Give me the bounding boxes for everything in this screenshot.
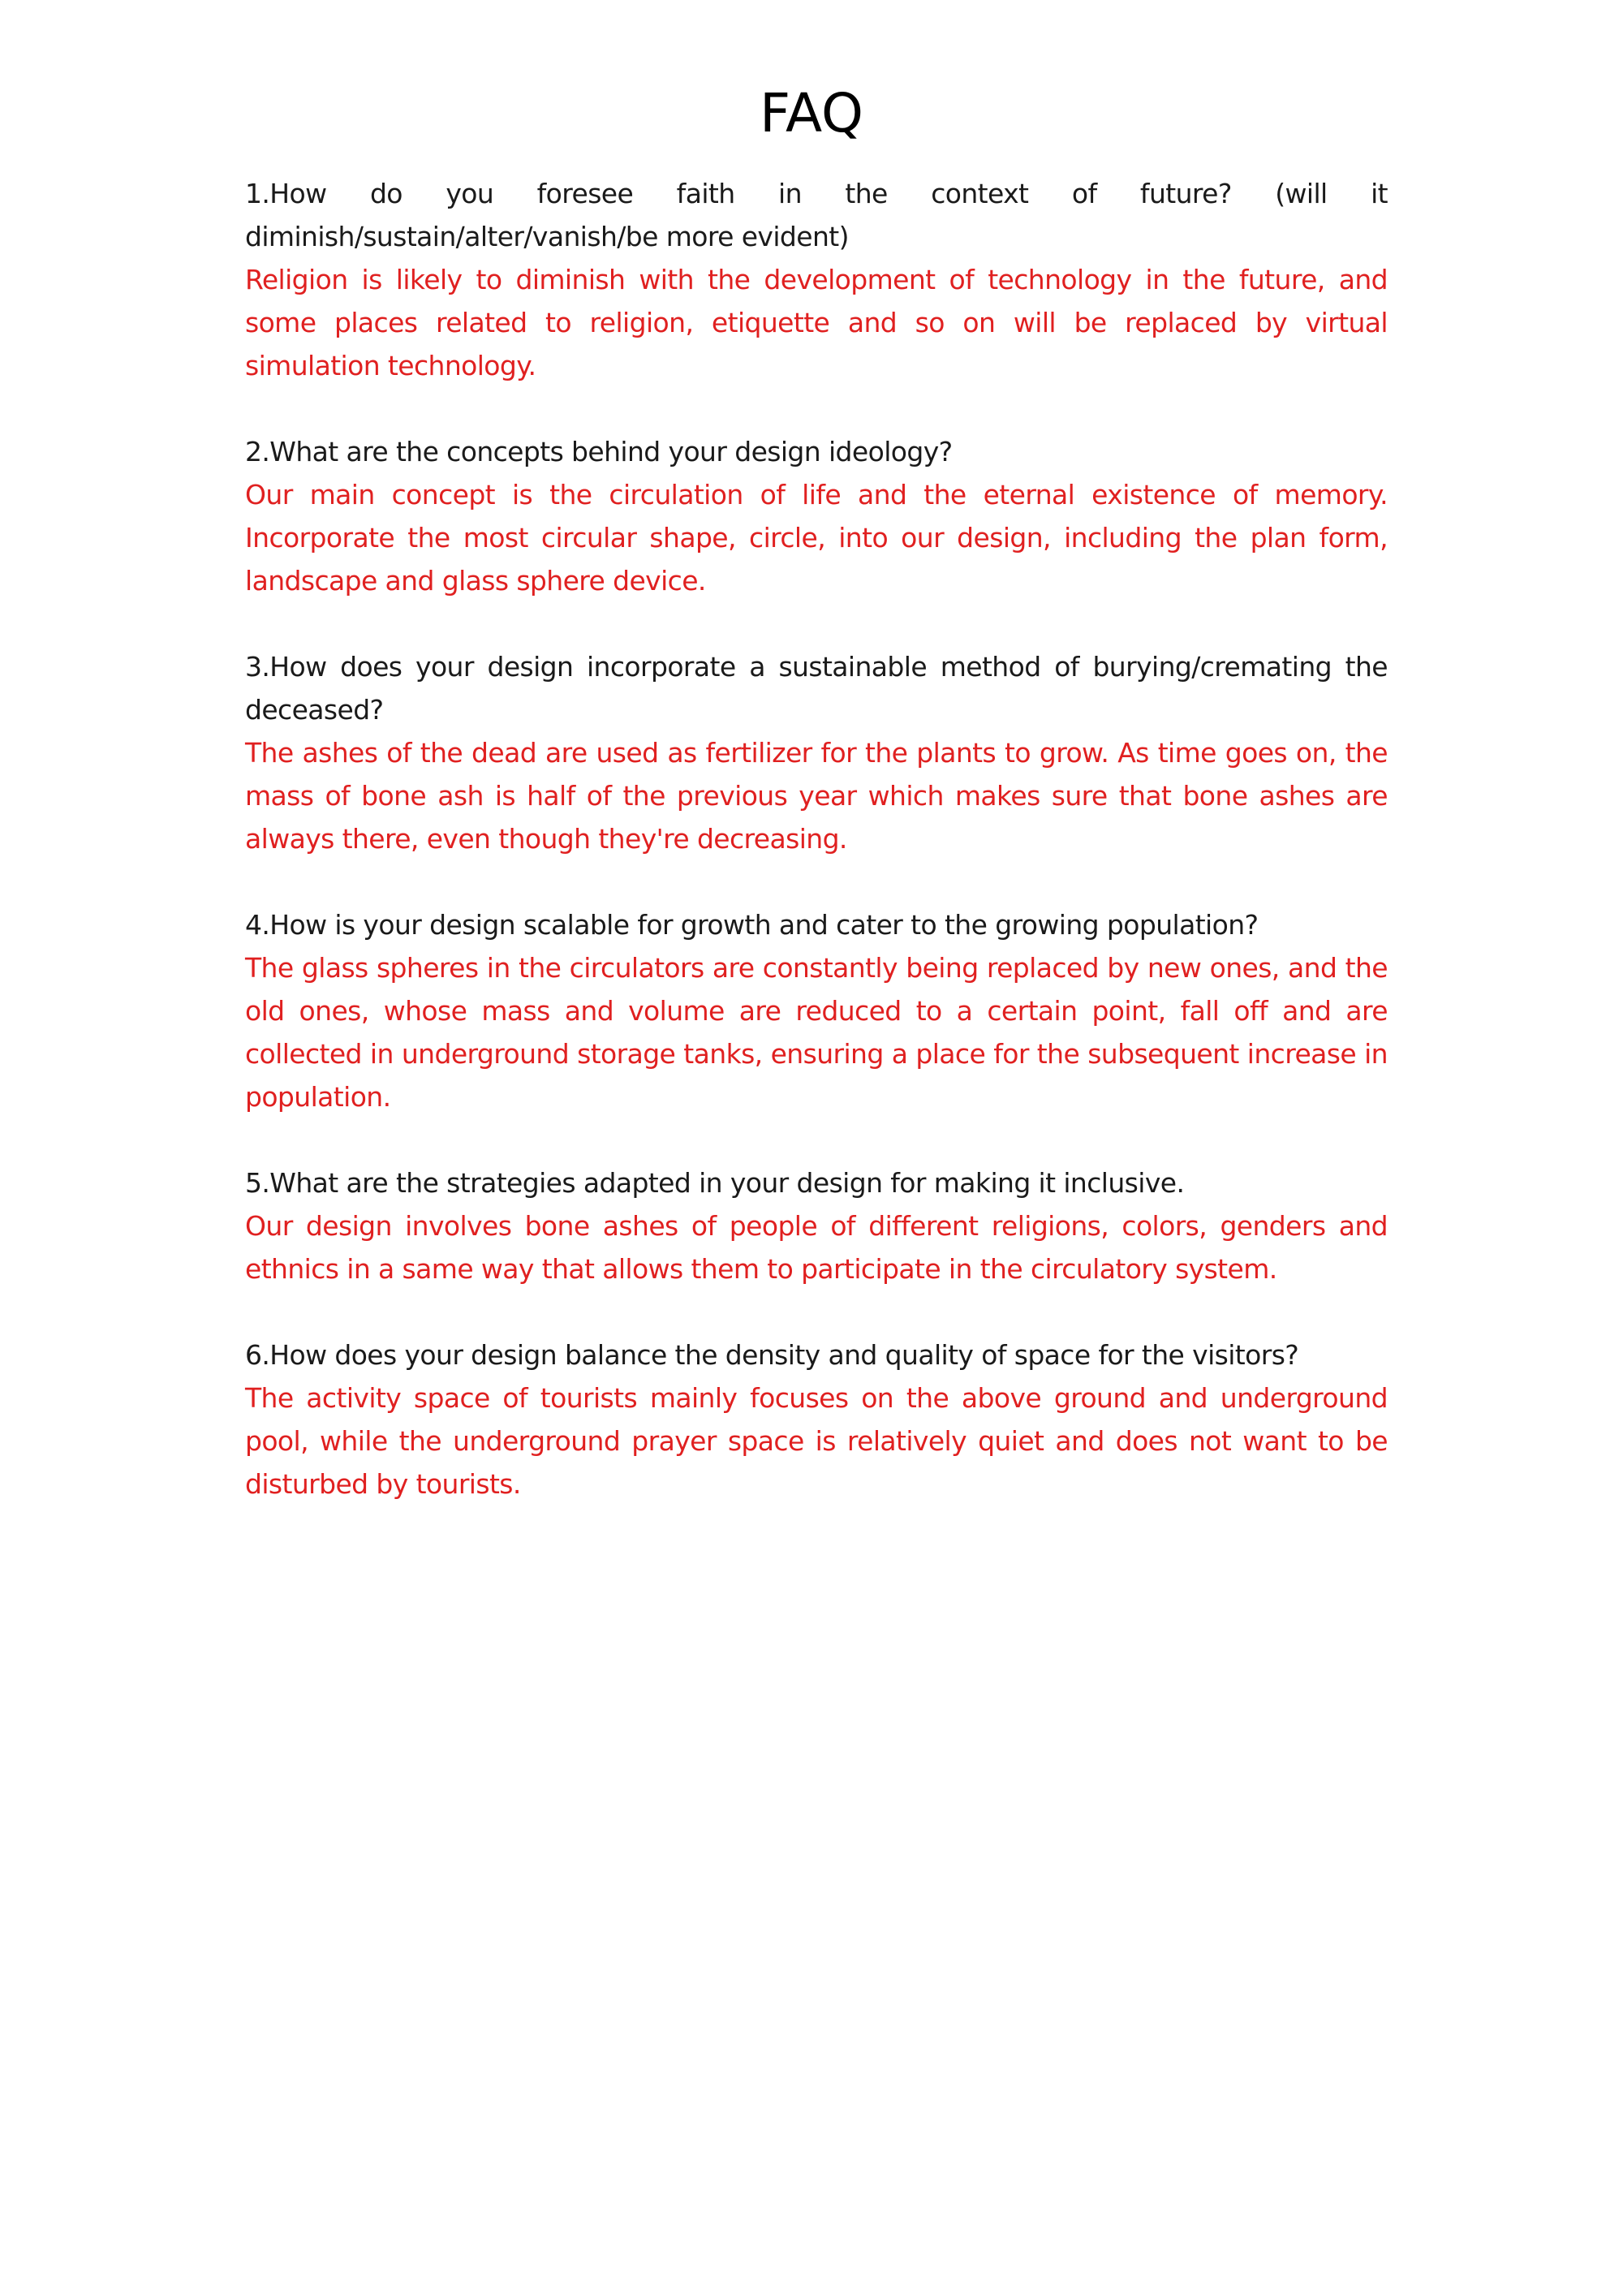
faq-item-4 — [245, 903, 1388, 1118]
faq-answer-5: Our design involves bone ashes of people of different religions, colors, genders and ethnics in a same way that allows them to participate in the circulatory system. — [245, 1210, 1388, 1285]
faq-answer-2: Our main concept is the circulation of life and the eternal existence of memory. Incorporate the most circular shape, circle, into our design, including the plan form, landscape and glass sphere device. — [245, 479, 1388, 597]
page-title: FAQ — [760, 82, 863, 144]
faq-list — [245, 172, 1388, 1549]
faq-item-1 — [245, 172, 1388, 387]
faq-question-6: 6.How does your design balance the density and quality of space for the visitors? — [245, 1339, 1299, 1371]
faq-question-3: 3.How does your design incorporate a sustainable method of burying/cremating the deceased? — [245, 651, 1388, 726]
faq-item-5 — [245, 1161, 1388, 1290]
faq-item-2 — [245, 430, 1388, 602]
faq-answer-1: Religion is likely to diminish with the development of technology in the future, and some places related to religion, etiquette and so on will be replaced by virtual simulation technology. — [245, 264, 1388, 381]
faq-question-5: 5.What are the strategies adapted in your design for making it inclusive. — [245, 1167, 1185, 1199]
faq-question-4: 4.How is your design scalable for growth and cater to the growing population? — [245, 909, 1259, 941]
faq-question-2: 2.What are the concepts behind your design ideology? — [245, 436, 953, 467]
faq-answer-6: The activity space of tourists mainly focuses on the above ground and underground pool, while the underground prayer space is relatively quiet and does not want to be disturbed by tourists. — [245, 1382, 1388, 1500]
faq-item-3 — [245, 645, 1388, 860]
faq-answer-4: The glass spheres in the circulators are constantly being replaced by new ones, and the old ones, whose mass and volume are reduced to a certain point, fall off and are collected in underground storage tanks, ensuring a place for the subsequent increase in population. — [245, 952, 1388, 1113]
faq-item-6 — [245, 1333, 1388, 1506]
faq-answer-3: The ashes of the dead are used as fertilizer for the plants to grow. As time goes on, the mass of bone ash is half of the previous year which makes sure that bone ashes are always there, even though they're decreasing. — [245, 737, 1388, 855]
faq-question-1: 1.How do you foresee faith in the context of future? (will it diminish/sustain/alter/vanish/be more evident) — [245, 178, 1388, 252]
